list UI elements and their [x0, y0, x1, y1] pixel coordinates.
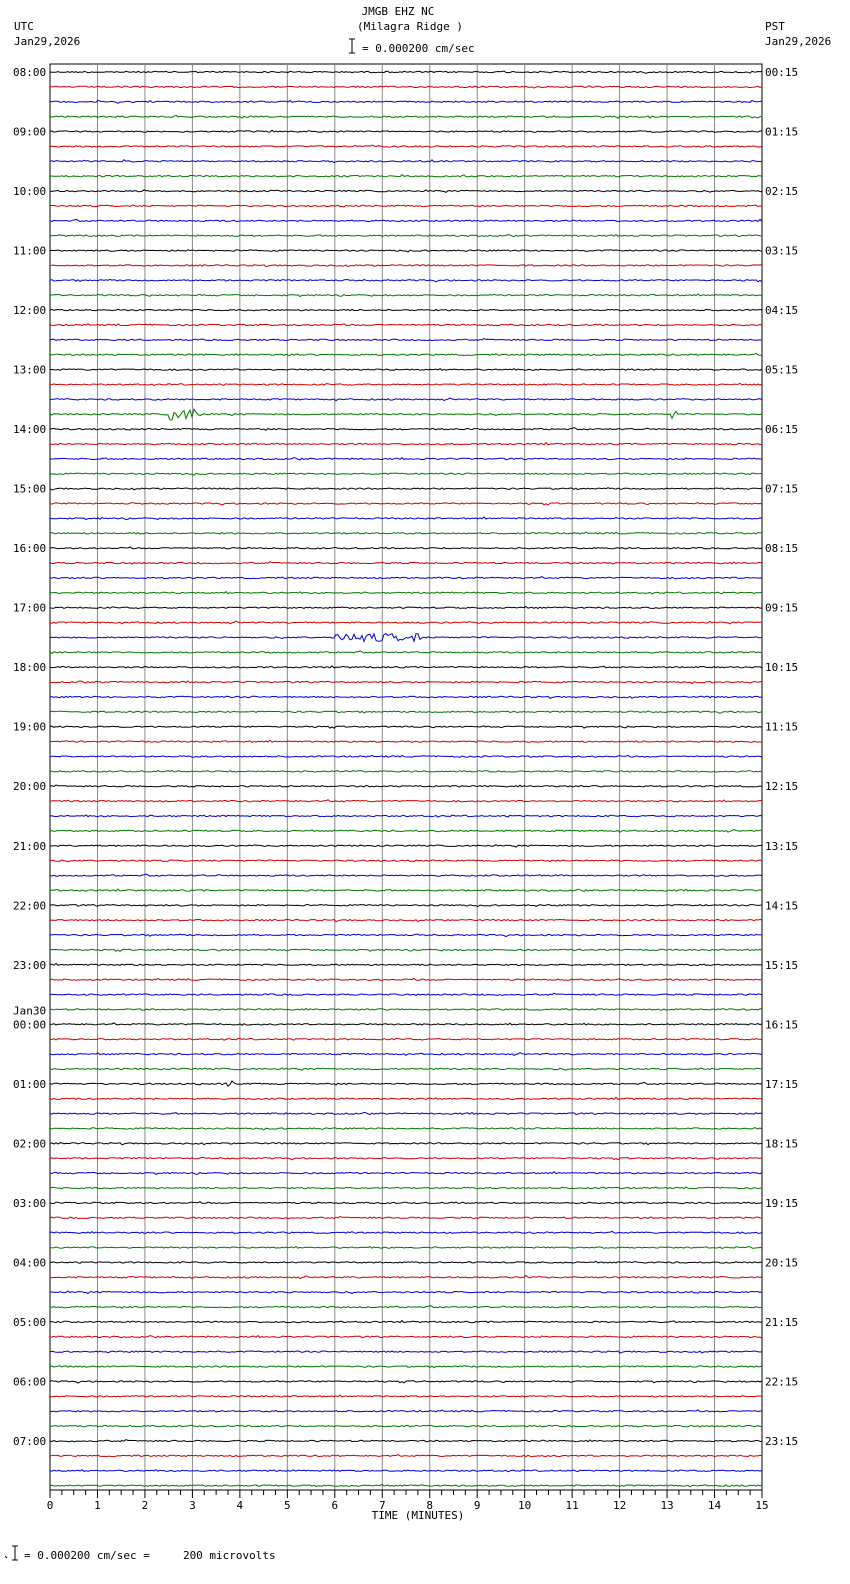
seismic-trace — [50, 1158, 762, 1160]
utc-hour-label: 10:00 — [13, 185, 47, 199]
utc-hour-label: 13:00 — [13, 363, 47, 377]
seismic-trace — [50, 428, 762, 431]
pst-hour-label: 15:15 — [765, 958, 799, 972]
pst-hour-label: 17:15 — [765, 1077, 799, 1091]
pst-hour-label: 04:15 — [765, 304, 799, 318]
seismic-trace — [50, 1455, 762, 1457]
seismic-trace — [50, 562, 762, 564]
seismic-trace — [50, 71, 762, 73]
utc-hour-label: 06:00 — [13, 1375, 47, 1389]
footer-scale-label: = 0.000200 cm/sec = 200 microvolts — [24, 1549, 276, 1562]
seismic-trace — [50, 815, 762, 817]
seismic-trace — [50, 634, 762, 642]
pst-hour-label: 20:15 — [765, 1256, 799, 1270]
pst-hour-label: 12:15 — [765, 780, 799, 794]
seismic-trace — [50, 398, 762, 401]
seismic-trace — [50, 1112, 762, 1114]
date-change-label: Jan30 — [13, 1004, 47, 1018]
seismic-trace — [50, 920, 762, 922]
utc-hour-label: 12:00 — [13, 304, 47, 318]
seismic-trace — [50, 1410, 762, 1412]
seismic-trace — [50, 1381, 762, 1383]
seismic-trace — [50, 1231, 762, 1233]
utc-hour-label: 22:00 — [13, 899, 47, 913]
seismic-trace — [50, 205, 762, 207]
seismic-trace — [50, 383, 762, 385]
pst-hour-label: 02:15 — [765, 185, 799, 199]
seismic-trace — [50, 726, 762, 728]
seismic-trace — [50, 130, 762, 132]
seismic-trace — [50, 369, 762, 371]
seismic-trace — [50, 175, 762, 177]
seismic-trace — [50, 235, 762, 237]
seismic-trace — [50, 904, 762, 906]
seismic-trace — [50, 651, 762, 654]
pst-hour-label: 06:15 — [765, 423, 799, 437]
seismic-trace — [50, 115, 762, 118]
left-date: Jan29,2026 — [14, 35, 81, 48]
utc-hour-labels — [13, 66, 46, 1448]
x-tick-label: 3 — [189, 1499, 196, 1512]
seismic-trace — [50, 755, 762, 757]
seismic-trace — [50, 160, 762, 163]
x-tick-label: 12 — [612, 1499, 627, 1512]
seismic-trace — [50, 409, 762, 420]
header-scale-label: = 0.000200 cm/sec — [362, 42, 475, 55]
pst-hour-label: 18:15 — [765, 1137, 799, 1151]
seismic-trace — [50, 250, 762, 252]
right-date: Jan29,2026 — [765, 35, 832, 48]
seismic-trace — [50, 219, 762, 221]
pst-hour-label: 14:15 — [765, 899, 799, 913]
seismic-trace — [50, 1336, 762, 1339]
utc-hour-label: 23:00 — [13, 958, 47, 972]
x-tick-label: 6 — [331, 1499, 339, 1512]
seismic-trace — [50, 473, 762, 475]
seismic-trace — [50, 190, 762, 193]
seismic-trace — [50, 1068, 762, 1071]
utc-hour-label: 21:00 — [13, 839, 47, 853]
seismic-trace — [50, 934, 762, 937]
seismic-trace — [50, 353, 762, 355]
utc-hour-label: 09:00 — [13, 125, 47, 139]
seismic-trace — [50, 1484, 762, 1487]
header-scale-bar-icon — [349, 39, 355, 53]
seismic-trace — [50, 1172, 762, 1175]
seismic-trace — [50, 800, 762, 802]
seismic-trace — [50, 1321, 762, 1323]
left-time-zone: UTC — [14, 20, 34, 33]
utc-hour-label: 19:00 — [13, 720, 47, 734]
seismic-trace — [50, 517, 762, 520]
x-tick-label: 15 — [755, 1499, 769, 1512]
pst-hour-label: 10:15 — [765, 661, 799, 675]
seismic-trace — [50, 1261, 762, 1263]
seismic-trace — [50, 1053, 762, 1056]
seismic-trace — [50, 860, 762, 862]
plot-frame — [50, 64, 762, 1490]
seismic-trace — [50, 339, 762, 341]
station-title: JMGB EHZ NC — [361, 5, 435, 18]
seismic-trace — [50, 1142, 762, 1144]
x-tick-label: 13 — [660, 1499, 674, 1512]
seismic-trace — [50, 1187, 762, 1189]
seismic-trace — [50, 621, 762, 624]
utc-hour-label: 07:00 — [13, 1434, 47, 1448]
utc-hour-label: 02:00 — [13, 1137, 47, 1151]
seismic-trace — [50, 1008, 762, 1010]
seismic-trace — [50, 1351, 762, 1353]
seismic-trace — [50, 100, 762, 103]
seismic-trace — [50, 1128, 762, 1130]
x-axis-label: TIME (MINUTES) — [371, 1509, 465, 1522]
pst-hour-label: 07:15 — [765, 482, 799, 496]
seismic-trace — [50, 1023, 762, 1025]
pst-hour-label: 03:15 — [765, 244, 799, 258]
seismic-trace — [50, 1081, 762, 1086]
seismic-trace — [50, 874, 762, 876]
pst-hour-labels — [765, 66, 798, 1448]
utc-hour-label: 01:00 — [13, 1077, 47, 1091]
seismic-trace — [50, 1440, 762, 1442]
pst-hour-label: 00:15 — [765, 66, 799, 79]
seismic-trace — [50, 265, 762, 267]
seismic-trace — [50, 696, 762, 698]
seismic-trace — [50, 1246, 762, 1248]
x-tick-label: 2 — [141, 1499, 149, 1512]
x-tick-label: 11 — [565, 1499, 579, 1512]
seismic-trace — [50, 532, 762, 534]
seismic-trace — [50, 488, 762, 490]
seismic-trace — [50, 309, 762, 310]
pst-hour-label: 11:15 — [765, 720, 799, 734]
x-tick-label: 8 — [426, 1499, 434, 1512]
x-tick-label: 7 — [378, 1499, 386, 1512]
pst-hour-label: 05:15 — [765, 363, 799, 377]
seismic-trace — [50, 681, 762, 684]
seismic-trace — [50, 963, 762, 965]
seismic-trace — [50, 845, 762, 848]
utc-hour-label: 15:00 — [13, 482, 47, 496]
seismic-trace — [50, 711, 762, 714]
right-time-zone: PST — [765, 20, 785, 33]
pst-hour-label: 13:15 — [765, 839, 799, 853]
seismic-trace — [50, 1470, 762, 1472]
utc-hour-label: 20:00 — [13, 780, 47, 794]
x-tick-label: 9 — [473, 1499, 481, 1512]
seismic-trace — [50, 978, 762, 980]
pst-hour-label: 16:15 — [765, 1018, 799, 1032]
seismic-trace — [50, 1425, 762, 1427]
seismic-trace — [50, 1216, 762, 1218]
utc-hour-label: 08:00 — [13, 66, 47, 79]
site-name: (Milagra Ridge ) — [357, 20, 463, 33]
seismic-trace — [50, 324, 762, 326]
utc-hour-label: 11:00 — [13, 244, 47, 258]
seismic-trace — [50, 1291, 762, 1294]
utc-hour-label: 14:00 — [13, 423, 47, 437]
utc-hour-label: 05:00 — [13, 1315, 47, 1329]
seismic-trace — [50, 1366, 762, 1368]
utc-hour-label: 16:00 — [13, 542, 47, 556]
pst-hour-label: 01:15 — [765, 125, 799, 139]
seismic-trace — [50, 1202, 762, 1204]
x-tick-label: 4 — [236, 1499, 244, 1512]
seismic-trace — [50, 771, 762, 773]
seismic-trace — [50, 889, 762, 891]
seismic-trace — [50, 1306, 762, 1309]
seismic-trace — [50, 740, 762, 742]
seismic-trace — [50, 577, 762, 579]
seismic-trace — [50, 666, 762, 668]
seismic-trace — [50, 829, 762, 832]
seismic-trace — [50, 279, 762, 282]
utc-hour-label: 00:00 — [13, 1018, 47, 1032]
seismic-traces — [50, 71, 762, 1487]
x-tick-label: 10 — [518, 1499, 532, 1512]
x-tick-label: 0 — [46, 1499, 54, 1512]
seismic-trace — [50, 949, 762, 951]
seismic-trace — [50, 458, 762, 460]
pst-hour-label: 19:15 — [765, 1196, 799, 1210]
pst-hour-label: 08:15 — [765, 542, 799, 556]
seismic-trace — [50, 443, 762, 445]
seismic-trace — [50, 145, 762, 147]
seismic-trace — [50, 607, 762, 609]
x-tick-label: 1 — [94, 1499, 101, 1512]
utc-hour-label: 18:00 — [13, 661, 47, 675]
pst-hour-label: 09:15 — [765, 601, 799, 615]
footer-scale-bar-icon — [5, 1546, 18, 1560]
utc-hour-label: 04:00 — [13, 1256, 47, 1270]
seismic-trace — [50, 503, 762, 505]
utc-hour-label: 03:00 — [13, 1196, 47, 1210]
x-tick-label: 14 — [707, 1499, 722, 1512]
seismic-trace — [50, 1276, 762, 1279]
seismic-trace — [50, 294, 762, 297]
seismic-trace — [50, 86, 762, 88]
seismic-trace — [50, 1039, 762, 1041]
seismic-trace — [50, 785, 762, 787]
seismic-trace — [50, 1097, 762, 1099]
pst-hour-label: 23:15 — [765, 1434, 799, 1448]
seismic-trace — [50, 993, 762, 995]
seismic-trace — [50, 592, 762, 594]
minute-grid — [97, 64, 714, 1490]
seismic-trace — [50, 1395, 762, 1397]
x-tick-label: 5 — [284, 1499, 291, 1512]
pst-hour-label: 22:15 — [765, 1375, 799, 1389]
pst-hour-label: 21:15 — [765, 1315, 799, 1329]
utc-hour-label: 17:00 — [13, 601, 47, 615]
seismic-trace — [50, 547, 762, 549]
